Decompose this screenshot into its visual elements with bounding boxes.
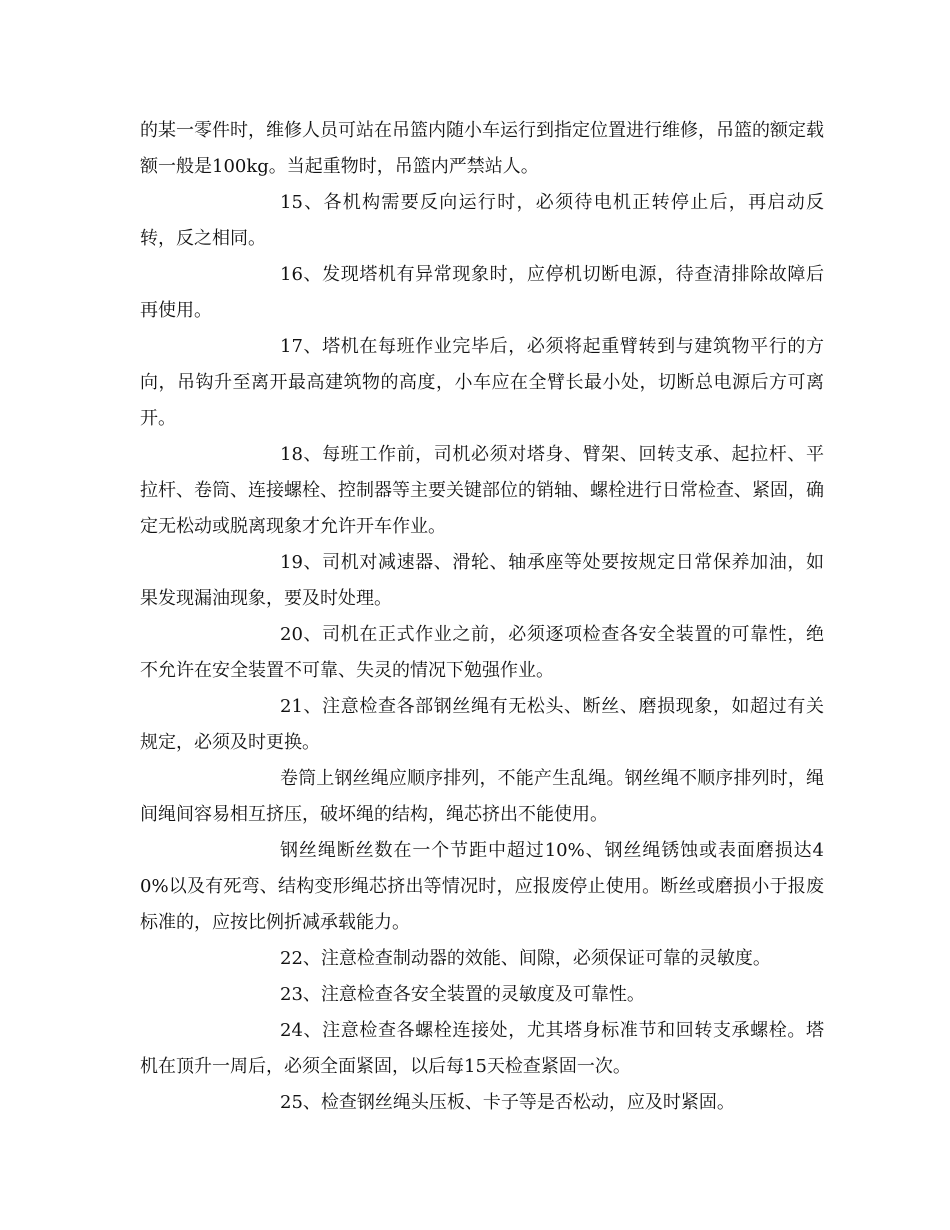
paragraph-item-22: 22、注意检查制动器的效能、间隙，必须保证可靠的灵敏度。 [280, 948, 771, 969]
paragraph-continuation: 的某一零件时，维修人员可站在吊篮内随小车运行到指定位置进行维修，吊篮的额定载额一般是100kg。当起重物时，吊篮内严禁站人。 [140, 120, 824, 177]
paragraph-item-19: 19、司机对减速器、滑轮、轴承座等处要按规定日常保养加油，如果发现漏油现象，要及时处理。 [140, 552, 824, 609]
paragraph-item-16: 16、发现塔机有异常现象时，应停机切断电源，待查清排除故障后再使用。 [140, 264, 824, 321]
paragraph-item-24: 24、注意检查各螺栓连接处，尤其塔身标准节和回转支承螺栓。塔机在顶升一周后，必须全面紧固，以后每15天检查紧固一次。 [140, 1020, 824, 1077]
paragraph-item-25: 25、检查钢丝绳头压板、卡子等是否松动，应及时紧固。 [280, 1092, 735, 1113]
paragraph-item-15: 15、各机构需要反向运行时，必须待电机正转停止后，再启动反转，反之相同。 [140, 192, 824, 249]
paragraph-item-20: 20、司机在正式作业之前，必须逐项检查各安全装置的可靠性，绝不允许在安全装置不可靠、失灵的情况下勉强作业。 [140, 624, 824, 681]
paragraph-item-18: 18、每班工作前，司机必须对塔身、臂架、回转支承、起拉杆、平拉杆、卷筒、连接螺栓、控制器等主要关键部位的销轴、螺栓进行日常检查、紧固，确定无松动或脱离现象才允许开车作业。 [140, 444, 824, 537]
document-body [140, 113, 824, 1121]
paragraph-wire-rope-scrap-standard: 钢丝绳断丝数在一个节距中超过10%、钢丝绳锈蚀或表面磨损达40%以及有死弯、结构变形绳芯挤出等情况时，应报废停止使用。断丝或磨损小于报废标准的，应按比例折减承载能力。 [140, 840, 824, 933]
paragraph-item-21: 21、注意检查各部钢丝绳有无松头、断丝、磨损现象，如超过有关规定，必须及时更换。 [140, 696, 824, 753]
paragraph-wire-rope-arrangement: 卷筒上钢丝绳应顺序排列，不能产生乱绳。钢丝绳不顺序排列时，绳间绳间容易相互挤压，破坏绳的结构，绳芯挤出不能使用。 [140, 768, 824, 825]
paragraph-item-17: 17、塔机在每班作业完毕后，必须将起重臂转到与建筑物平行的方向，吊钩升至离开最高建筑物的高度，小车应在全臂长最小处，切断总电源后方可离开。 [140, 336, 824, 429]
paragraph-item-23: 23、注意检查各安全装置的灵敏度及可靠性。 [280, 984, 645, 1005]
